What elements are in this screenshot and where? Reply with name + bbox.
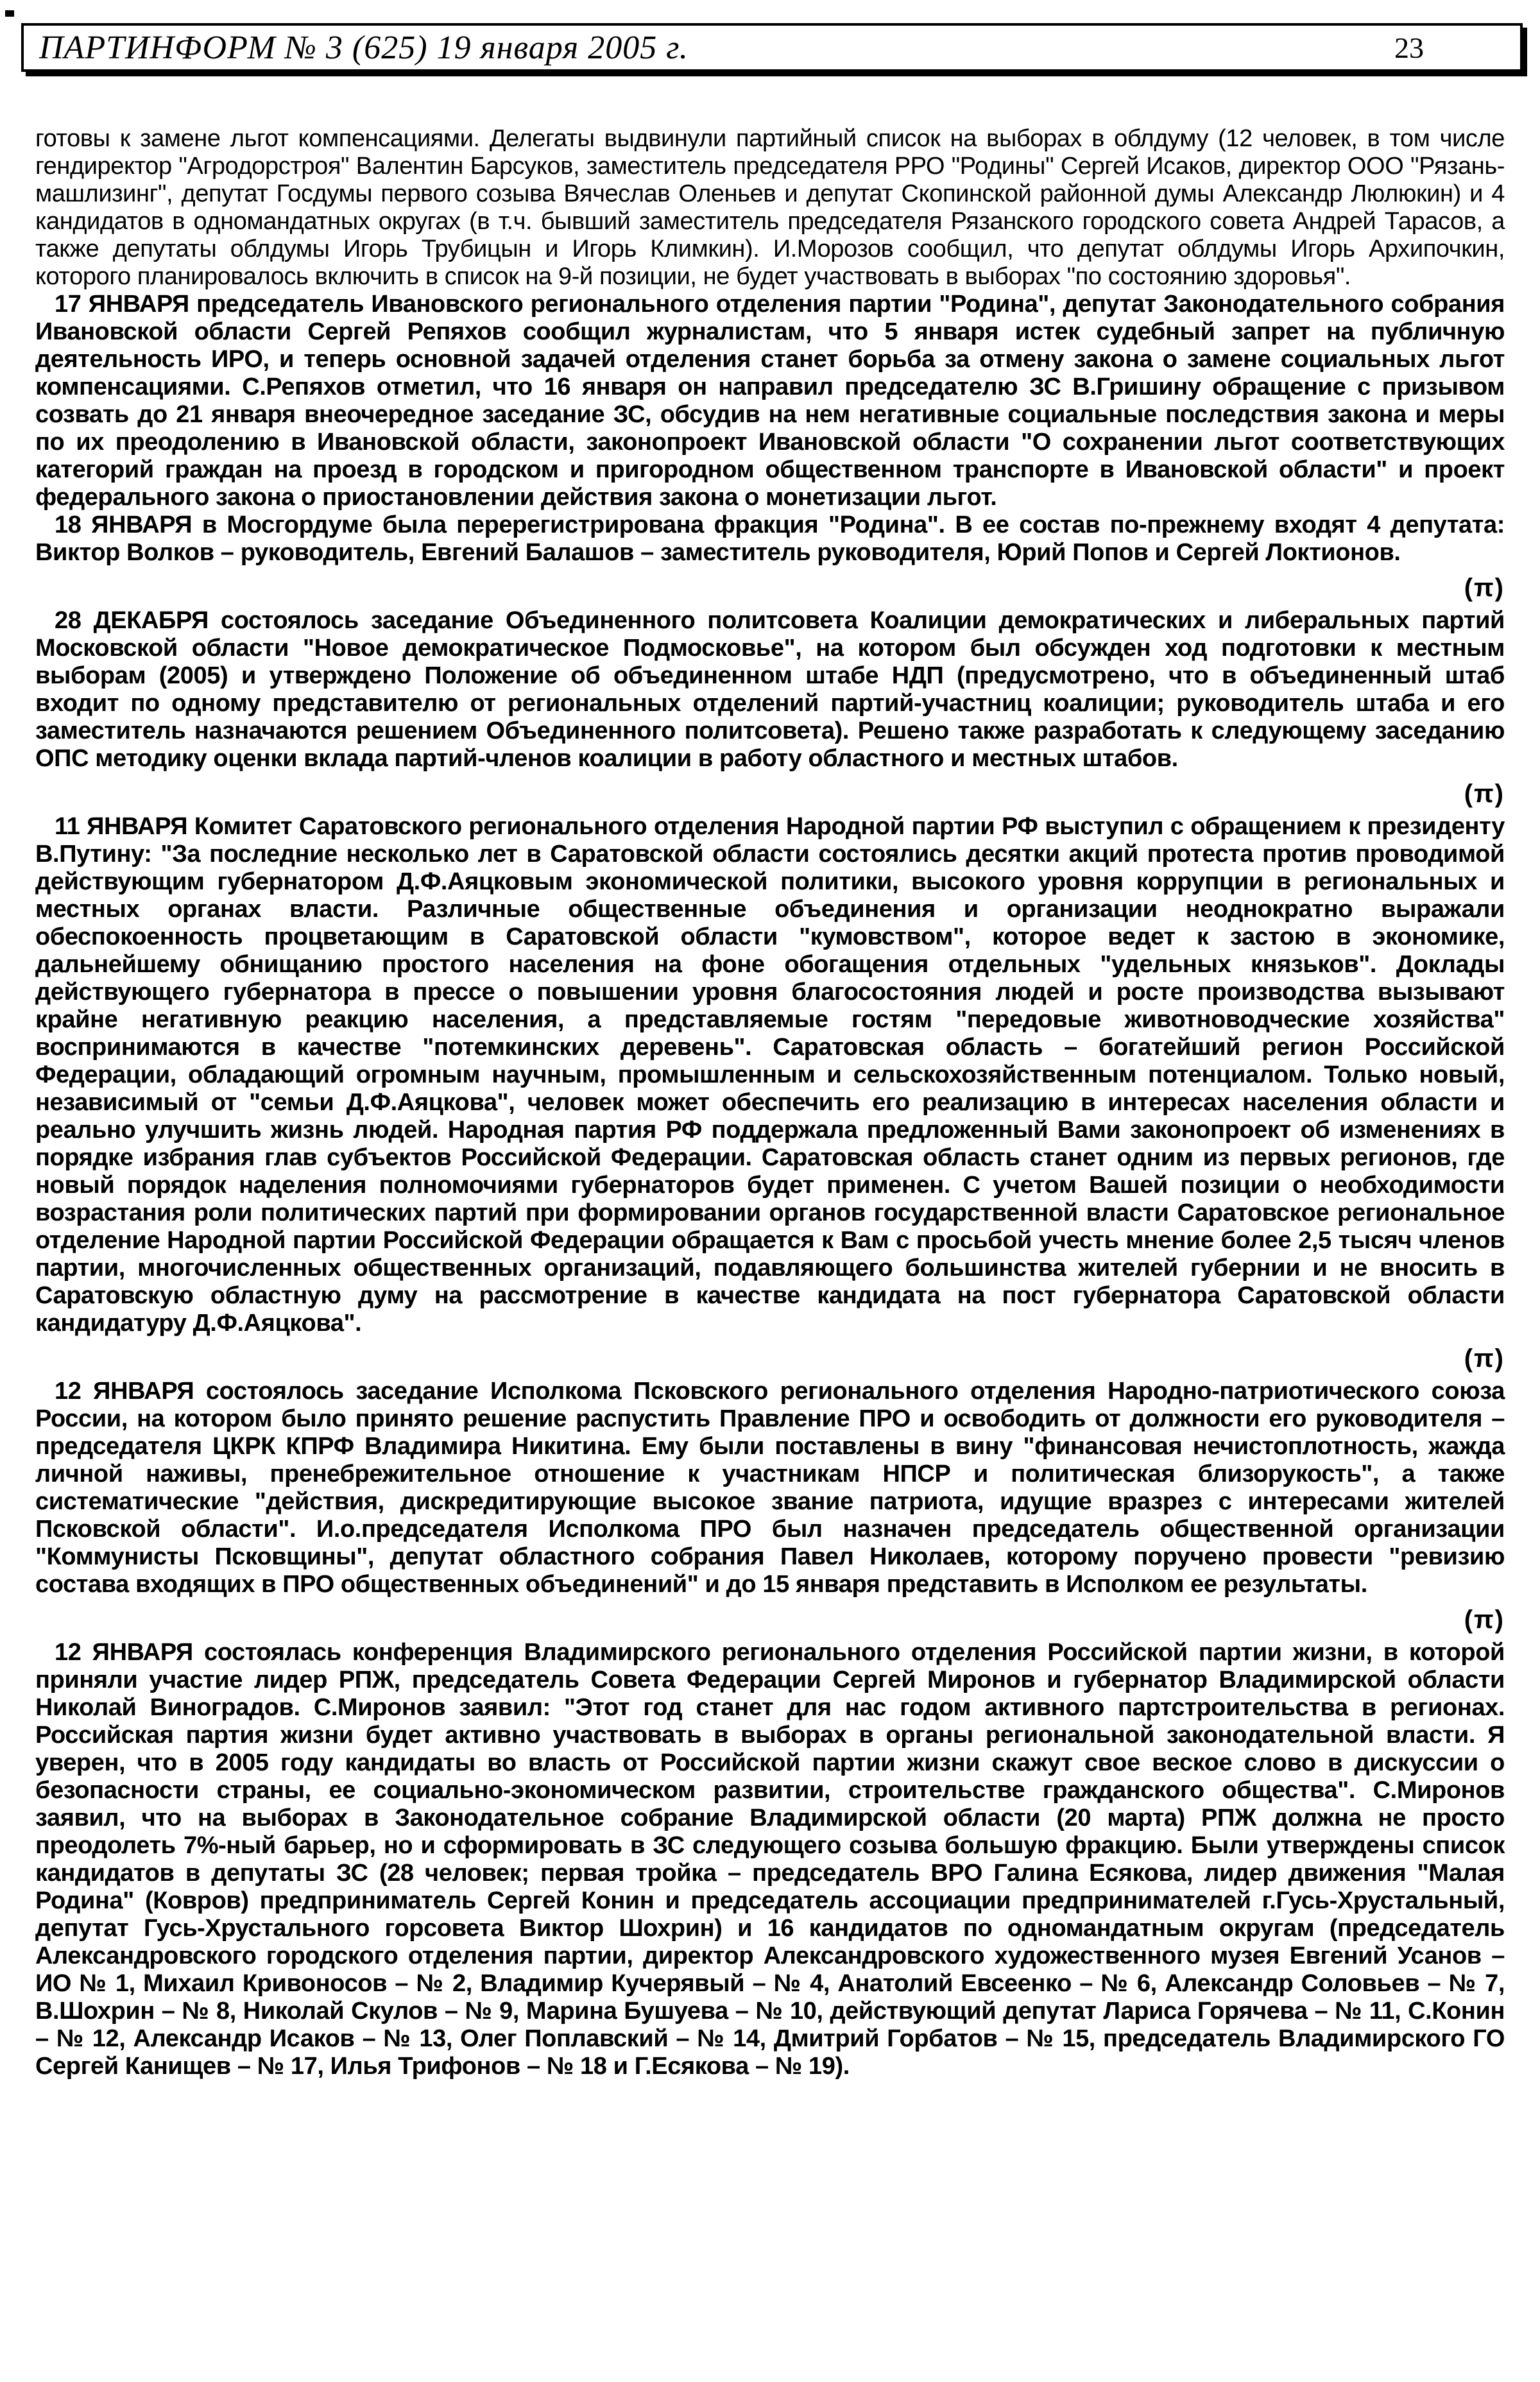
paragraph: готовы к замене льгот компенсациями. Делегаты выдвинули партийный список на выборах в облдуму (12 человек, в том числе гендиректор "Агродорстроя" Валентин Барсуков, заместитель председателя РРО "Родины" Сергей Исаков, директор ООО "Рязань-машлизинг", депутат Госдумы первого созыва Вячеслав Оленьев и депутат Скопинской районной думы Александр Люлюкин) и 4 кандидатов в одномандатных округах (в т.ч. бывший заместитель председателя Рязанского городского совета Андрей Тарасов, а также депутаты облдумы Игорь Трубицын и Игорь Климкин). И.Морозов сообщил, что депутат облдумы Игорь Архипочкин, которого планировалось включить в список на 9-й позиции, не будет участвовать в выборах "по состоянию здоровья". (35, 125, 1505, 290)
paragraph: 11 ЯНВАРЯ Комитет Саратовского регионального отделения Народной партии РФ выступил с обращением к президенту В.Путину: "За последние несколько лет в Саратовской области состоялись десятки акций протеста против проводимой действующим губернатором Д.Ф.Аяцковым экономической политики, высокого уровня коррупции в региональных и местных органах власти. Различные общественные объединения и организации неоднократно выражали обеспокоенность процветающим в Саратовской области "кумовством", которое ведет к застою в экономике, дальнейшему обнищанию простого населения на фоне обогащения отдельных "удельных князьков". Доклады действующего губернатора в прессе о повышении уровня благосостояния людей и росте производства вызывают крайне негативную реакцию населения, а представляемые гостям "передовые животноводческие хозяйства" воспринимаются в качестве "потемкинских деревень". Саратовская область – богатейший регион Российской Федерации, обладающий огромным научным, промышленным и сельскохозяйственным потенциалом. Только новый, независимый от "семьи Д.Ф.Аяцкова", человек может обеспечить его реализацию в интересах населения области и реально улучшить жизнь людей. Народная партия РФ поддержала предложенный Вами законопроект об изменениях в порядке избрания глав субъектов Российской Федерации. Саратовская область станет одним из первых регионов, где новый порядок наделения полномочиями губернаторов будет применен. С учетом Вашей позиции о необходимости возрастания роли политических партий при формировании органов государственной власти Саратовское региональное отделение Народной партии Российской Федерации обращается к Вам с просьбой учесть мнение более 2,5 тысяч членов партии, многочисленных общественных организаций, подавляющего большинства жителей губернии и не вносить в Саратовскую областную думу на рассмотрение в качестве кандидата на пост губернатора Саратовской области кандидатуру Д.Ф.Аяцкова". (35, 813, 1505, 1337)
paragraph: 18 ЯНВАРЯ в Мосгордуме была перерегистрирована фракция "Родина". В ее состав по-прежнему входят 4 депутата: Виктор Волков – руководитель, Евгений Балашов – заместитель руководителя, Юрий Попов и Сергей Локтионов. (35, 511, 1505, 566)
scan-artifact (5, 10, 14, 17)
paragraph: 17 ЯНВАРЯ председатель Ивановского регионального отделения партии "Родина", депутат Законодательного собрания Ивановской области Сергей Репяхов сообщил журналистам, что 5 января истек судебный запрет на публичную деятельность ИРО, и теперь основной задачей отделения станет борьба за отмену закона о замене социальных льгот компенсациями. С.Репяхов отметил, что 16 января он направил председателю ЗС В.Гришину обращение с призывом созвать до 21 января внеочередное заседание ЗС, обсудив на нем негативные социальные последствия закона и меры по их преодолению в Ивановской области, законопроект Ивановской области "О сохранении льгот соответствующих категорий граждан на проезд в городском и пригородном общественном транспорте в Ивановской области" и проект федерального закона о приостановлении действия закона о монетизации льгот. (35, 291, 1505, 511)
section-end-marker: (π) (1464, 780, 1505, 808)
paragraph: 12 ЯНВАРЯ состоялось заседание Исполкома Псковского регионального отделения Народно-патриотического союза России, на котором было принято решение распустить Правление ПРО и освободить от должности его руководителя – председателя ЦКРК КПРФ Владимира Никитина. Ему были поставлены в вину "финансовая нечистоплотность, жажда личной наживы, пренебрежительное отношение к участникам НПСР и политическая близорукость", а также систематические "действия, дискредитирующие высокое звание патриота, идущие вразрез с интересами жителей Псковской области". И.о.председателя Исполкома ПРО был назначен председатель общественной организации "Коммунисты Псковщины", депутат областного собрания Павел Николаев, которому поручено провести "ревизию состава входящих в ПРО общественных объединений" и до 15 января представить в Исполком ее результаты. (35, 1378, 1505, 1598)
page-number: 23 (1394, 31, 1424, 64)
section-end-marker: (π) (1464, 1344, 1505, 1373)
paragraph: 28 ДЕКАБРЯ состоялось заседание Объединенного политсовета Коалиции демократических и либеральных партий Московской области "Новое демократическое Подмосковье", на котором был обсужден ход подготовки к местным выборам (2005) и утверждено Положение об объединенном штабе НДП (предусмотрено, что в объединенный штаб входит по одному представителю от региональных отделений партий-участниц коалиции; руководитель штаба и его заместитель назначаются решением Объединенного политсовета). Решено также разработать к следующему заседанию ОПС методику оценки вклада партий-членов коалиции в работу областного и местных штабов. (35, 607, 1505, 772)
article-text (35, 125, 1505, 2080)
paragraph: 12 ЯНВАРЯ состоялась конференция Владимирского регионального отделения Российской партии жизни, в которой приняли участие лидер РПЖ, председатель Совета Федерации Сергей Миронов и губернатор Владимирской области Николай Виноградов. С.Миронов заявил: "Этот год станет для нас годом активного партстроительства в регионах. Российская партия жизни будет активно участвовать в выборах в органы региональной законодательной власти. Я уверен, что в 2005 году кандидаты во власть от Российской партии жизни скажут свое веское слово в дискуссии о безопасности страны, ее социально-экономическом развитии, строительстве гражданского общества". С.Миронов заявил, что на выборах в Законодательное собрание Владимирской области (20 марта) РПЖ должна не просто преодолеть 7%-ный барьер, но и сформировать в ЗС следующего созыва большую фракцию. Были утверждены список кандидатов в депутаты ЗС (28 человек; первая тройка – председатель ВРО Галина Есякова, лидер движения "Малая Родина" (Ковров) предприниматель Сергей Конин и председатель ассоциации предпринимателей г.Гусь-Хрустальный, депутат Гусь-Хрустального горсовета Виктор Шохрин) и 16 кандидатов по одномандатным округам (председатель Александровского городского отделения партии, директор Александровского художественного музея Евгений Усанов – ИО № 1, Михаил Кривоносов – № 2, Владимир Кучерявый – № 4, Анатолий Евсеенко – № 6, Александр Соловьев – № 7, В.Шохрин – № 8, Николай Скулов – № 9, Марина Бушуева – № 10, действующий депутат Лариса Горячева – № 11, С.Конин – № 12, Александр Исаков – № 13, Олег Поплавский – № 14, Дмитрий Горбатов – № 15, председатель Владимирского ГО Сергей Канищев – № 17, Илья Трифонов – № 18 и Г.Есякова – № 19). (35, 1639, 1505, 2080)
newsletter-title: ПАРТИНФОРМ № 3 (625) 19 января 2005 г. (39, 29, 689, 66)
section-end-marker: (π) (1464, 574, 1505, 602)
section-end-marker: (π) (1464, 1606, 1505, 1634)
page-header (21, 23, 1523, 72)
